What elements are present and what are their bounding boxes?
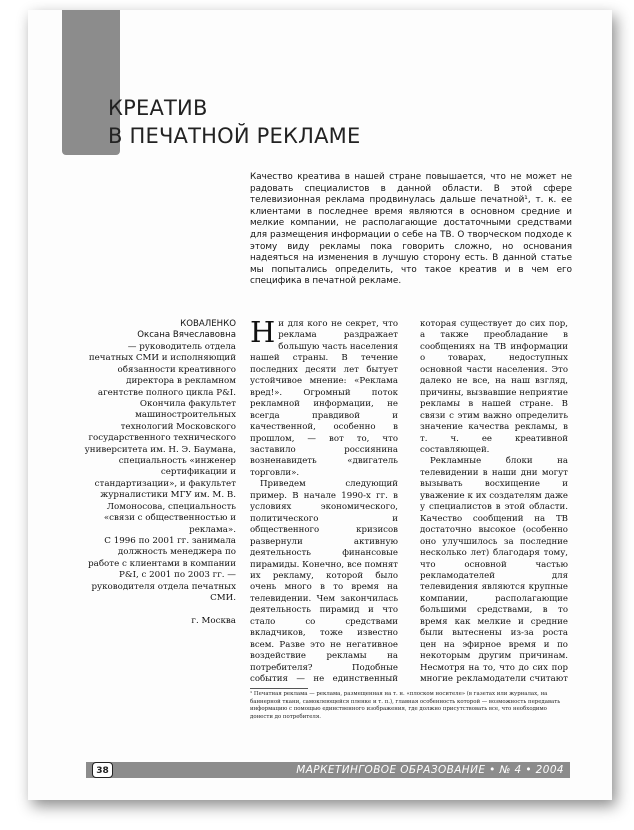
body-paragraph — [250, 319, 398, 479]
author-name: Оксана Вячеславовна — [137, 330, 236, 340]
body-column-2 — [420, 319, 568, 683]
article-title — [108, 94, 360, 150]
journal-name: МАРКЕТИНГОВОЕ ОБРАЗОВАНИЕ • № 4 • 2004 — [296, 764, 564, 776]
footnote-text: ¹ Печатная реклама — реклама, размещенная на т. н. «плоском носителе» (в газетах или журналах, на баннерной ткани, самоклеющейся пленке и т. п.), главная особенность которой — возможность передавать информацию с помощью единственного изображения, где должно присутствовать все, что необходимо донести до потребителя. — [250, 691, 561, 720]
body-paragraph: Приведем следующий пример. В начале 1990-х гг. в условиях экономического, политического и общественного кризисов развернули активную деятельность финансовые пирамиды. Конечно, все помнят их рекламу, которой было очень много в то время на телевидении. Чем закончилась деятельность пирамид и что стало со средствами вкладчиков, тоже известно всем. Разве это не негативное воздействие рекламы на потребителя? Подобные события — не единственный — [250, 479, 398, 683]
journal-page — [28, 10, 612, 800]
bio-city: г. Москва — [191, 616, 236, 627]
page-number: 38 — [92, 762, 113, 778]
footnote — [250, 688, 570, 721]
body-paragraph: Рекламные блоки на телевидении в наши дни могут вызывать восхищение и уважение к их создателям даже у специалистов в этой области. Качество сообщений на ТВ достаточно высокое (особенно оно улучшилось за последние несколько лет) благодаря тому, что основной частью рекламодателей для телевидения являются крупные компании, располагающие большими средствами, в то время как мелкие и средние были вытеснены из-за роста цен на эфирное время и по некоторым другим причинам. Несмотря на то, что до сих пор многие рекламодатели считают — [420, 456, 568, 683]
dropcap: Н — [250, 319, 276, 349]
bio-position: — руководитель отдела печатных СМИ и исполняющий обязанности креативного директора в рекламном агентстве полного цикла P&I. — [88, 342, 236, 398]
footnote-rule — [250, 688, 308, 689]
author-surname: КОВАЛЕНКО — [180, 319, 236, 329]
bio-career: С 1996 по 2001 гг. занимала должность менеджера по работе с клиентами в компании P&I, с 2001 по 2003 гг. — руководителя отдела печатных СМИ. — [88, 535, 236, 603]
title-line-1: КРЕАТИВ — [108, 96, 208, 120]
bio-education: Окончила факультет машиностроительных технологий Московского государственного технического университета им. Н. Э. Баумана, специальность «инженер сертификации и стандартизации», и факультет журналистики МГУ им. М. В. Ломоносова, специальность «связи с общественностью и реклама». — [84, 399, 236, 535]
author-bio — [84, 319, 236, 628]
body-text: и для кого не секрет, что реклама раздражает большую часть населения нашей страны. В течение последних десяти лет бытует устойчивое мнение: «Реклама вред!». Огромный поток рекламной информации, не всегда правдивой и качественной, особенно в прошлом, — вот то, что заставило россиянина возненавидеть «двигатель торговли». — [250, 319, 398, 478]
lead-paragraph: Качество креатива в нашей стране повышается, что не может не радовать специалистов в данной области. В этой сфере телевизионная реклама продвинулась дальше печатной¹, т. к. ее клиентами в последнее время являются в основном средние и мелкие компании, не располагающие достаточными средствами для размещения информации о себе на ТВ. О творческом подходе к этому виду рекламы пока говорить сложно, но основания надеяться на изменения в лучшую сторону есть. В данной статье мы попытались определить, что такое креатив и в чем его специфика в печатной рекламе. — [250, 172, 572, 287]
title-line-2: В ПЕЧАТНОЙ РЕКЛАМЕ — [108, 124, 361, 148]
body-paragraph: которая существует до сих пор, а также преобладание в сообщениях на ТВ информации о товарах, недоступных основной части населения. Это далеко не все, на наш взгляд, причины, вызвавшие неприятие рекламы в нашей стране. В связи с этим важно определить значение качества рекламы, в т. ч. ее креативной составляющей. — [420, 319, 568, 455]
body-column-1 — [250, 319, 398, 683]
